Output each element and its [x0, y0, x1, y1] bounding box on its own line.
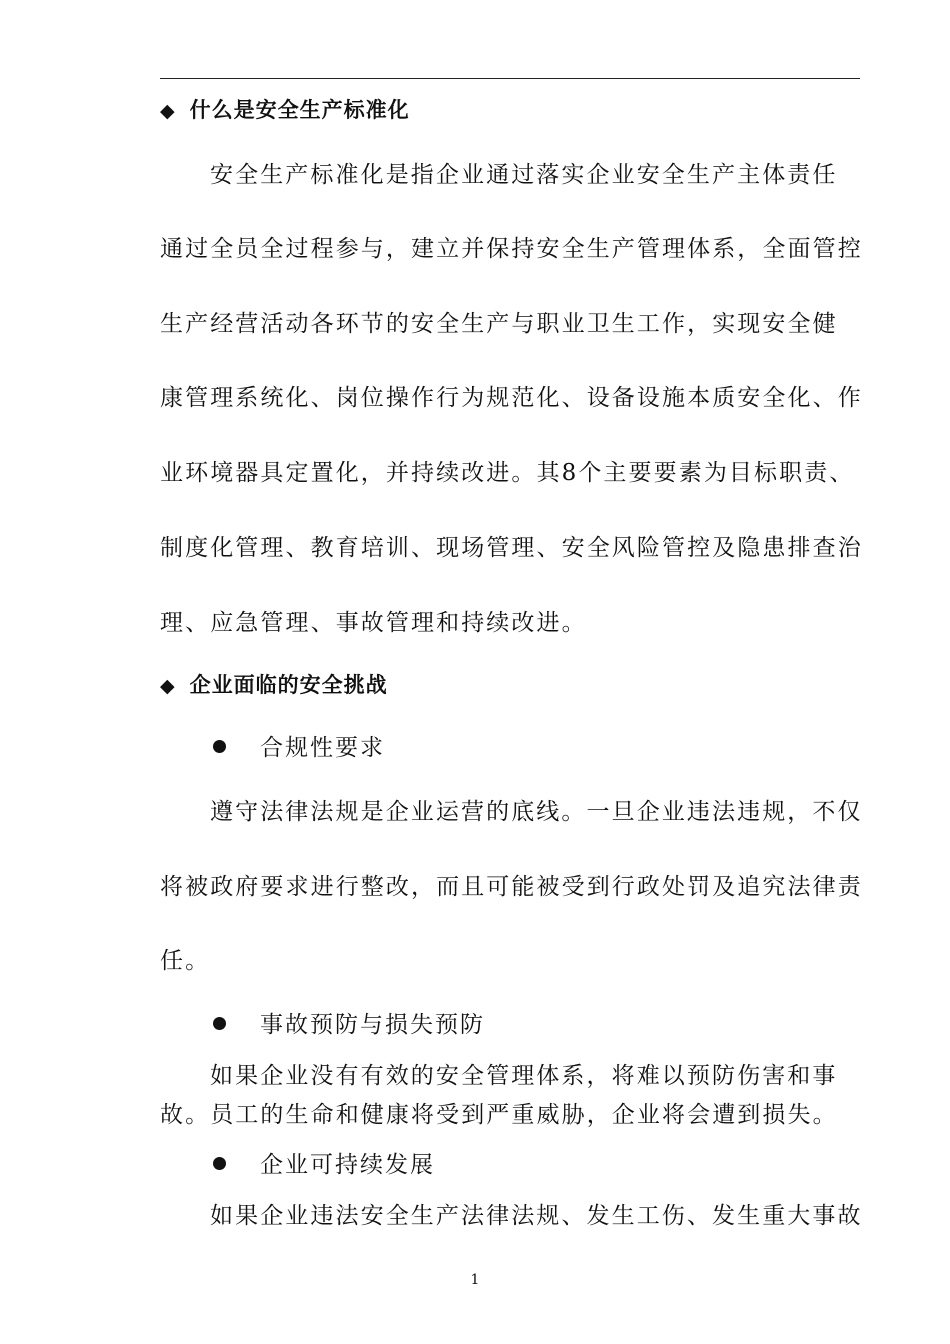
diamond-icon: ◆ [160, 100, 176, 122]
paragraph-line: 理、应急管理、事故管理和持续改进。 [160, 610, 587, 636]
paragraph-line: 生产经营活动各环节的安全生产与职业卫生工作，实现安全健 [160, 311, 838, 337]
bullet-dot-icon [213, 1017, 226, 1030]
bullet-dot-icon [213, 1157, 226, 1170]
paragraph-line: 如果企业没有有效的安全管理体系，将难以预防伤害和事 [210, 1063, 838, 1089]
paragraph-line: 安全生产标准化是指企业通过落实企业安全生产主体责任 [210, 162, 838, 188]
page-number: 1 [470, 1272, 480, 1288]
diamond-icon: ◆ [160, 675, 176, 697]
paragraph-line: 遵守法律法规是企业运营的底线。一旦企业违法违规，不仅 [210, 799, 863, 825]
section-heading-challenges: ◆ 企业面临的安全挑战 [160, 672, 388, 697]
paragraph-line: 故。员工的生命和健康将受到严重威胁，企业将会遭到损失。 [160, 1102, 838, 1128]
paragraph-line: 如果企业违法安全生产法律法规、发生工伤、发生重大事故 [210, 1203, 863, 1229]
paragraph-line: 任。 [160, 948, 211, 974]
paragraph-line: 制度化管理、教育培训、现场管理、安全风险管控及隐患排查治 [160, 535, 863, 561]
paragraph-line: 通过全员全过程参与，建立并保持安全生产管理体系，全面管控 [160, 236, 863, 262]
list-item-accident-prevention: 事故预防与损失预防 [213, 1010, 485, 1040]
header-rule [160, 78, 860, 79]
bullet-dot-icon [213, 740, 226, 753]
list-item-compliance: 合规性要求 [213, 733, 385, 763]
paragraph-line: 康管理系统化、岗位操作行为规范化、设备设施本质安全化、作 [160, 385, 863, 411]
paragraph-line: 将被政府要求进行整改，而且可能被受到行政处罚及追究法律责 [160, 874, 863, 900]
paragraph-line: 业环境器具定置化，并持续改进。其8个主要要素为目标职责、 [160, 460, 855, 486]
section-heading-standardization: ◆ 什么是安全生产标准化 [160, 97, 410, 122]
list-item-sustainable-development: 企业可持续发展 [213, 1150, 435, 1180]
